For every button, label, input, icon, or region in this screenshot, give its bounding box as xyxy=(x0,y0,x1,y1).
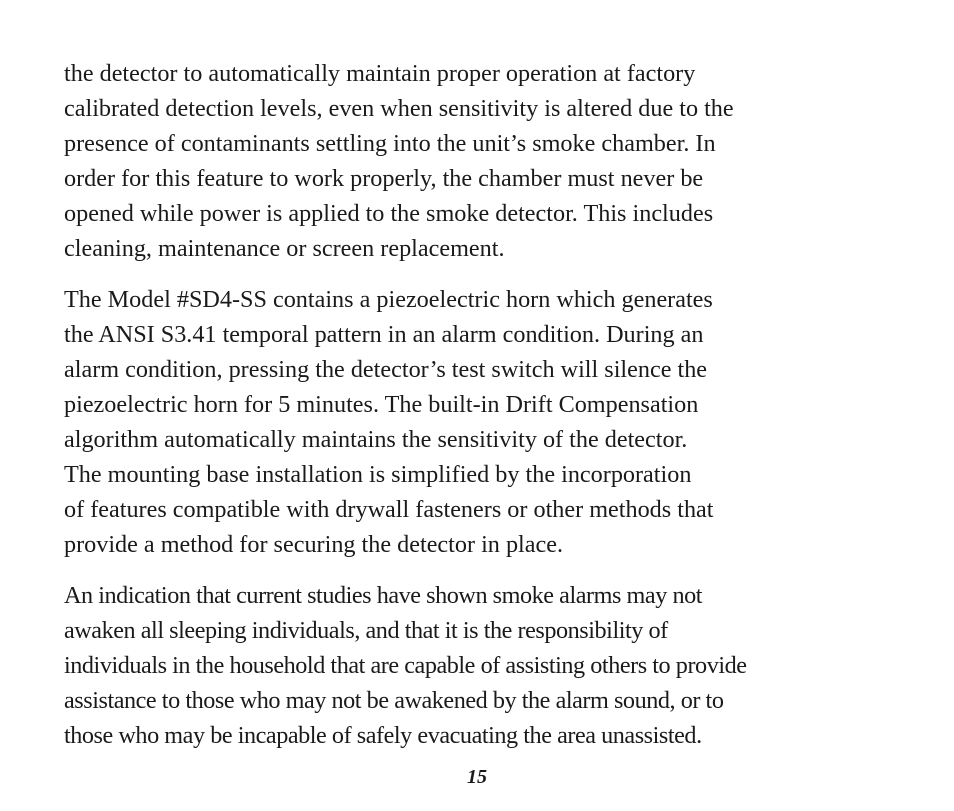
text-line: the detector to automatically maintain proper operation at factory xyxy=(64,60,696,87)
paragraph-awakening-notice xyxy=(64,578,894,753)
text-line: awaken all sleeping individuals, and that it is the responsibility of xyxy=(64,617,668,644)
text-line: cleaning, maintenance or screen replacement. xyxy=(64,235,505,262)
text-line: the ANSI S3.41 temporal pattern in an alarm condition. During an xyxy=(64,321,704,348)
text-line: of features compatible with drywall fasteners or other methods that xyxy=(64,496,714,523)
text-line: provide a method for securing the detector in place. xyxy=(64,531,564,558)
text-line: individuals in the household that are capable of assisting others to provide xyxy=(64,652,747,679)
text-line: opened while power is applied to the smoke detector. This includes xyxy=(64,200,714,227)
text-line: algorithm automatically maintains the sensitivity of the detector. xyxy=(64,426,688,453)
text-line: calibrated detection levels, even when sensitivity is altered due to the xyxy=(64,95,734,122)
text-line: An indication that current studies have shown smoke alarms may not xyxy=(64,582,702,609)
text-line: The mounting base installation is simplified by the incorporation xyxy=(64,461,692,488)
page-number: 15 xyxy=(467,766,487,788)
document-page xyxy=(64,56,894,769)
text-line: those who may be incapable of safely evacuating the area unassisted. xyxy=(64,722,702,749)
paragraph-piezoelectric-horn xyxy=(64,282,894,562)
text-line: The Model #SD4-SS contains a piezoelectric horn which generates xyxy=(64,286,713,313)
text-line: order for this feature to work properly, the chamber must never be xyxy=(64,165,704,192)
paragraph-drift-compensation xyxy=(64,56,894,266)
text-line: assistance to those who may not be awakened by the alarm sound, or to xyxy=(64,687,724,714)
text-line: piezoelectric horn for 5 minutes. The built-in Drift Compensation xyxy=(64,391,699,418)
text-line: presence of contaminants settling into the unit’s smoke chamber. In xyxy=(64,130,716,157)
text-line: alarm condition, pressing the detector’s test switch will silence the xyxy=(64,356,708,383)
